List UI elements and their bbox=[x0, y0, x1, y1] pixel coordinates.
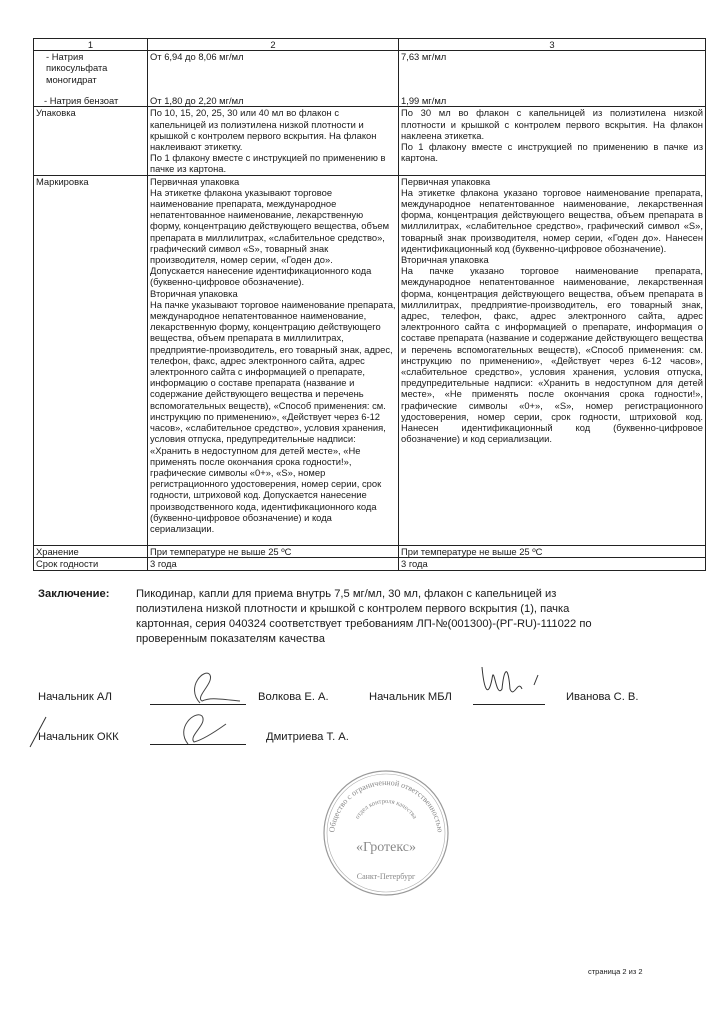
conclusion-text: Пикодинар, капли для приема внутрь 7,5 мг/мл, 30 мл, флакон с капельницей из полиэтилена низкой плотности и крышкой с контролем первого вскрытия (1), пачка картонная, серия 040324 соответствует требованиям ЛП-№(001300)-(РГ-RU)-111022 по проверенным показателям качества bbox=[136, 587, 592, 645]
row-label: Маркировка bbox=[34, 175, 148, 546]
signature-row bbox=[0, 723, 724, 763]
signature-line bbox=[473, 704, 545, 705]
header-cell: 1 bbox=[34, 39, 148, 51]
cell-paragraph: Первичная упаковка bbox=[150, 175, 240, 187]
signature-role: Начальник ОКК bbox=[38, 730, 119, 743]
table-row-shelf-life bbox=[34, 558, 706, 570]
cell-paragraph: На этикетке флакона указано торговое наименование препарата, международное непатентованное наименование, лекарственная форма, концентрация действующего вещества, объем препарата в миллилитрах, «слабительное средство», графический символ «S», товарный знак производителя, номер серии, «Годен до». Нанесен идентификационный код (буквенно-цифровое обозначение). bbox=[401, 186, 703, 254]
handwritten-signature-icon bbox=[478, 659, 548, 704]
substance-result: 1,99 мг/мл bbox=[401, 95, 447, 107]
table-row-packaging bbox=[34, 107, 706, 175]
svg-text:Общество с ограниченной ответс: Общество с ограниченной ответственностью bbox=[327, 777, 445, 833]
cell-paragraph: На пачке указано торговое наименование препарата, международное непатентованное наименование, лекарственная форма, концентрация действующего вещества, объем препарата в миллилитрах, предприятие-производитель, его товарный знак, адрес, телефон, факс, адрес электронного сайта, адрес электронного сайта с информацией о препарате, информация о составе препарата (название и содержание действующего вещества и перечень вспомогательных веществ), «Способ применения: см. инструкцию по применению», «Действует через 6-12 часов», «слабительное средство», условия хранения, условия отпуска, предупредительные надписи: «Хранить в недоступном для детей месте», «Не применять после окончания срока годности!», графические символы «0+», «S», номер регистрационного удостоверения, номер серии, срок годности, штриховой код. Нанесен идентификационный код (буквенно-цифровое обозначение) и код сериализации. bbox=[401, 265, 703, 445]
conclusion bbox=[38, 587, 724, 647]
substance-name: - Натрия бензоат bbox=[44, 95, 119, 107]
cell-paragraph: На пачке указывают торговое наименование препарата, международное непатентованное наименование, лекарственную форму, концентрацию действующего вещества, объем препарата в миллилитрах, предприятие-производитель, его товарный знак, адрес, телефон, факс, адрес электронного сайта, адрес электронного сайта с информацией о препарате, информацию о составе препарата (название и содержание действующего вещества и перечень вспомогательных веществ), «Способ применения: см. инструкцию по применению», «Действует через 6-12 часов», «слабительное средство», условия хранения, условия отпуска, предупредительные надписи: «Хранить в недоступном для детей месте», «Не применять после окончания срока годности!», графические символы «0+», «S», номер регистрационного удостоверения, номер серии, срок годности, штриховой код. Допускается нанесение производственного кода, идентификационного кода (буквенно-цифровое обозначение) и кода сериализации. bbox=[150, 298, 396, 534]
cell-value: 3 года bbox=[399, 558, 706, 570]
svg-text:отдел контроля качества: отдел контроля качества bbox=[353, 797, 419, 820]
handwritten-signature-icon bbox=[180, 667, 250, 707]
substance-result: 7,63 мг/мл bbox=[401, 51, 447, 63]
substance-name: - Натрия пикосульфата моногидрат bbox=[46, 51, 108, 85]
substance-spec: От 1,80 до 2,20 мг/мл bbox=[150, 95, 244, 107]
cell-paragraph: Первичная упаковка bbox=[401, 175, 491, 187]
cell-paragraph: Вторичная упаковка bbox=[401, 254, 489, 266]
row-label: Хранение bbox=[34, 546, 148, 558]
substance-spec: От 6,94 до 8,06 мг/мл bbox=[150, 51, 244, 63]
table-row-storage bbox=[34, 546, 706, 558]
conclusion-label: Заключение: bbox=[38, 587, 110, 600]
page-number: страница 2 из 2 bbox=[588, 966, 643, 976]
signature-name: Иванова С. В. bbox=[566, 690, 639, 703]
signature-name: Дмитриева Т. А. bbox=[266, 730, 349, 743]
signature-name: Волкова Е. А. bbox=[258, 690, 329, 703]
row-label: Упаковка bbox=[34, 107, 148, 175]
cell-value: При температуре не выше 25 ºС bbox=[148, 546, 399, 558]
table-row-marking bbox=[34, 175, 706, 546]
table-header-row bbox=[34, 39, 706, 51]
cell-paragraph: По 1 флакону вместе с инструкцией по применению в пачке из картона. bbox=[401, 141, 703, 164]
handwritten-signature-icon bbox=[170, 710, 250, 746]
row-label: Срок годности bbox=[34, 558, 148, 570]
header-cell: 2 bbox=[148, 39, 399, 51]
signature-row bbox=[0, 683, 724, 723]
cell-value: 3 года bbox=[148, 558, 399, 570]
svg-text:«Гротекс»: «Гротекс» bbox=[355, 839, 417, 855]
cell-paragraph: На этикетке флакона указывают торговое наименование препарата, международное непатентованное наименование, лекарственную форму, концентрацию действующего вещества, объем препарата в миллилитрах, «слабительное средство», графический символ «S», товарный знак производителя, номер серии, «Годен до». bbox=[150, 186, 390, 266]
header-cell: 3 bbox=[399, 39, 706, 51]
svg-text:Санкт-Петербург: Санкт-Петербург bbox=[356, 871, 416, 881]
quality-table bbox=[33, 38, 706, 571]
signature-role: Начальник АЛ bbox=[38, 690, 112, 703]
cell-paragraph: Допускается нанесение идентификационного кода (буквенно-цифровое обозначение). bbox=[150, 265, 372, 288]
cell-paragraph: По 10, 15, 20, 25, 30 или 40 мл во флакон с капельницей из полиэтилена низкой плотности и крышкой с контролем первого вскрытия. На флакон наклеивают этикетку. bbox=[150, 107, 377, 153]
cell-paragraph: По 1 флакону вместе с инструкцией по применению в пачке из картона. bbox=[150, 152, 386, 175]
company-stamp bbox=[322, 769, 450, 897]
cell-value: При температуре не выше 25 ºС bbox=[399, 546, 706, 558]
cell-paragraph: По 30 мл во флакон с капельницей из полиэтилена низкой плотности и крышкой с контролем первого вскрытия. На флакон наклеена этикетка. bbox=[401, 107, 703, 141]
table-row-substances bbox=[34, 51, 706, 107]
signature-role: Начальник МБЛ bbox=[369, 690, 452, 703]
cell-paragraph: Вторичная упаковка bbox=[150, 287, 238, 299]
